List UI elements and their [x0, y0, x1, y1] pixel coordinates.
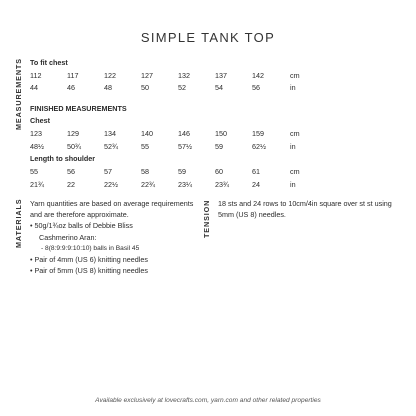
- table-cell: 44: [30, 83, 38, 92]
- footer-note: Available exclusively at lovecrafts.com, yarn.com and other related properties: [95, 397, 321, 404]
- materials-section: [30, 198, 205, 276]
- table-cell: 23¼: [178, 180, 192, 189]
- table-cell: 122: [104, 71, 116, 80]
- list-item: • 50g/1¾oz balls of Debbie Bliss: [30, 221, 133, 231]
- list-item-continued: Cashmerino Aran:: [39, 232, 97, 242]
- table-cell: 57½: [178, 142, 192, 151]
- table-cell: 140: [141, 129, 153, 138]
- table-cell: 24: [252, 180, 260, 189]
- table-cell: 56: [67, 167, 75, 176]
- tension-text: 18 sts and 24 rows to 10cm/4in square over st st using 5mm (US 8) needles.: [218, 199, 392, 220]
- table-cell: 52¾: [104, 142, 118, 151]
- list-subitem: - 8(8:9:9:9:10:10) balls in Basil 45: [41, 244, 140, 252]
- page-title: SIMPLE TANK TOP: [140, 30, 276, 45]
- table-cell: 142: [252, 71, 264, 80]
- table-cell: 58: [141, 167, 149, 176]
- table-cell: 59: [215, 142, 223, 151]
- table-cell: 48: [104, 83, 112, 92]
- list-item: • Pair of 5mm (US 8) knitting needles: [30, 266, 148, 276]
- tension-section: [218, 198, 398, 220]
- table-cell: 23¾: [215, 180, 229, 189]
- table-cell: 50¾: [67, 142, 81, 151]
- table-cell: 132: [178, 71, 190, 80]
- table-cell: 57: [104, 167, 112, 176]
- unit-label: in: [290, 142, 296, 151]
- table-cell: 50: [141, 83, 149, 92]
- materials-intro: Yarn quantities are based on average requirements and are therefore approximate.: [30, 199, 194, 220]
- table-cell: 146: [178, 129, 190, 138]
- table-cell: 56: [252, 83, 260, 92]
- table-cell: 48½: [30, 142, 44, 151]
- table-cell: 137: [215, 71, 227, 80]
- unit-label: cm: [290, 129, 300, 138]
- to-fit-chest-heading: To fit chest: [30, 58, 68, 67]
- table-cell: 62½: [252, 142, 266, 151]
- table-cell: 46: [67, 83, 75, 92]
- table-cell: 61: [252, 167, 260, 176]
- unit-label: in: [290, 83, 296, 92]
- unit-label: cm: [290, 167, 300, 176]
- chest-heading: Chest: [30, 116, 50, 125]
- table-cell: 22¾: [141, 180, 155, 189]
- table-cell: 54: [215, 83, 223, 92]
- length-heading: Length to shoulder: [30, 154, 96, 163]
- table-cell: 55: [30, 167, 38, 176]
- table-cell: 22½: [104, 180, 118, 189]
- finished-measurements-heading: FINISHED MEASUREMENTS: [30, 104, 127, 113]
- table-cell: 22: [67, 180, 75, 189]
- table-cell: 52: [178, 83, 186, 92]
- table-cell: 134: [104, 129, 116, 138]
- table-cell: 129: [67, 129, 79, 138]
- list-item: • Pair of 4mm (US 6) knitting needles: [30, 255, 148, 265]
- table-cell: 21¾: [30, 180, 44, 189]
- table-cell: 127: [141, 71, 153, 80]
- table-cell: 59: [178, 167, 186, 176]
- materials-side-label: MATERIALS: [14, 198, 23, 248]
- tension-side-label: TENSION: [202, 199, 211, 238]
- table-cell: 60: [215, 167, 223, 176]
- table-cell: 159: [252, 129, 264, 138]
- unit-label: cm: [290, 71, 300, 80]
- measurements-side-label: MEASUREMENTS: [14, 58, 23, 130]
- unit-label: in: [290, 180, 296, 189]
- table-cell: 112: [30, 71, 42, 80]
- table-cell: 123: [30, 129, 42, 138]
- table-cell: 150: [215, 129, 227, 138]
- table-cell: 117: [67, 71, 79, 80]
- table-cell: 55: [141, 142, 149, 151]
